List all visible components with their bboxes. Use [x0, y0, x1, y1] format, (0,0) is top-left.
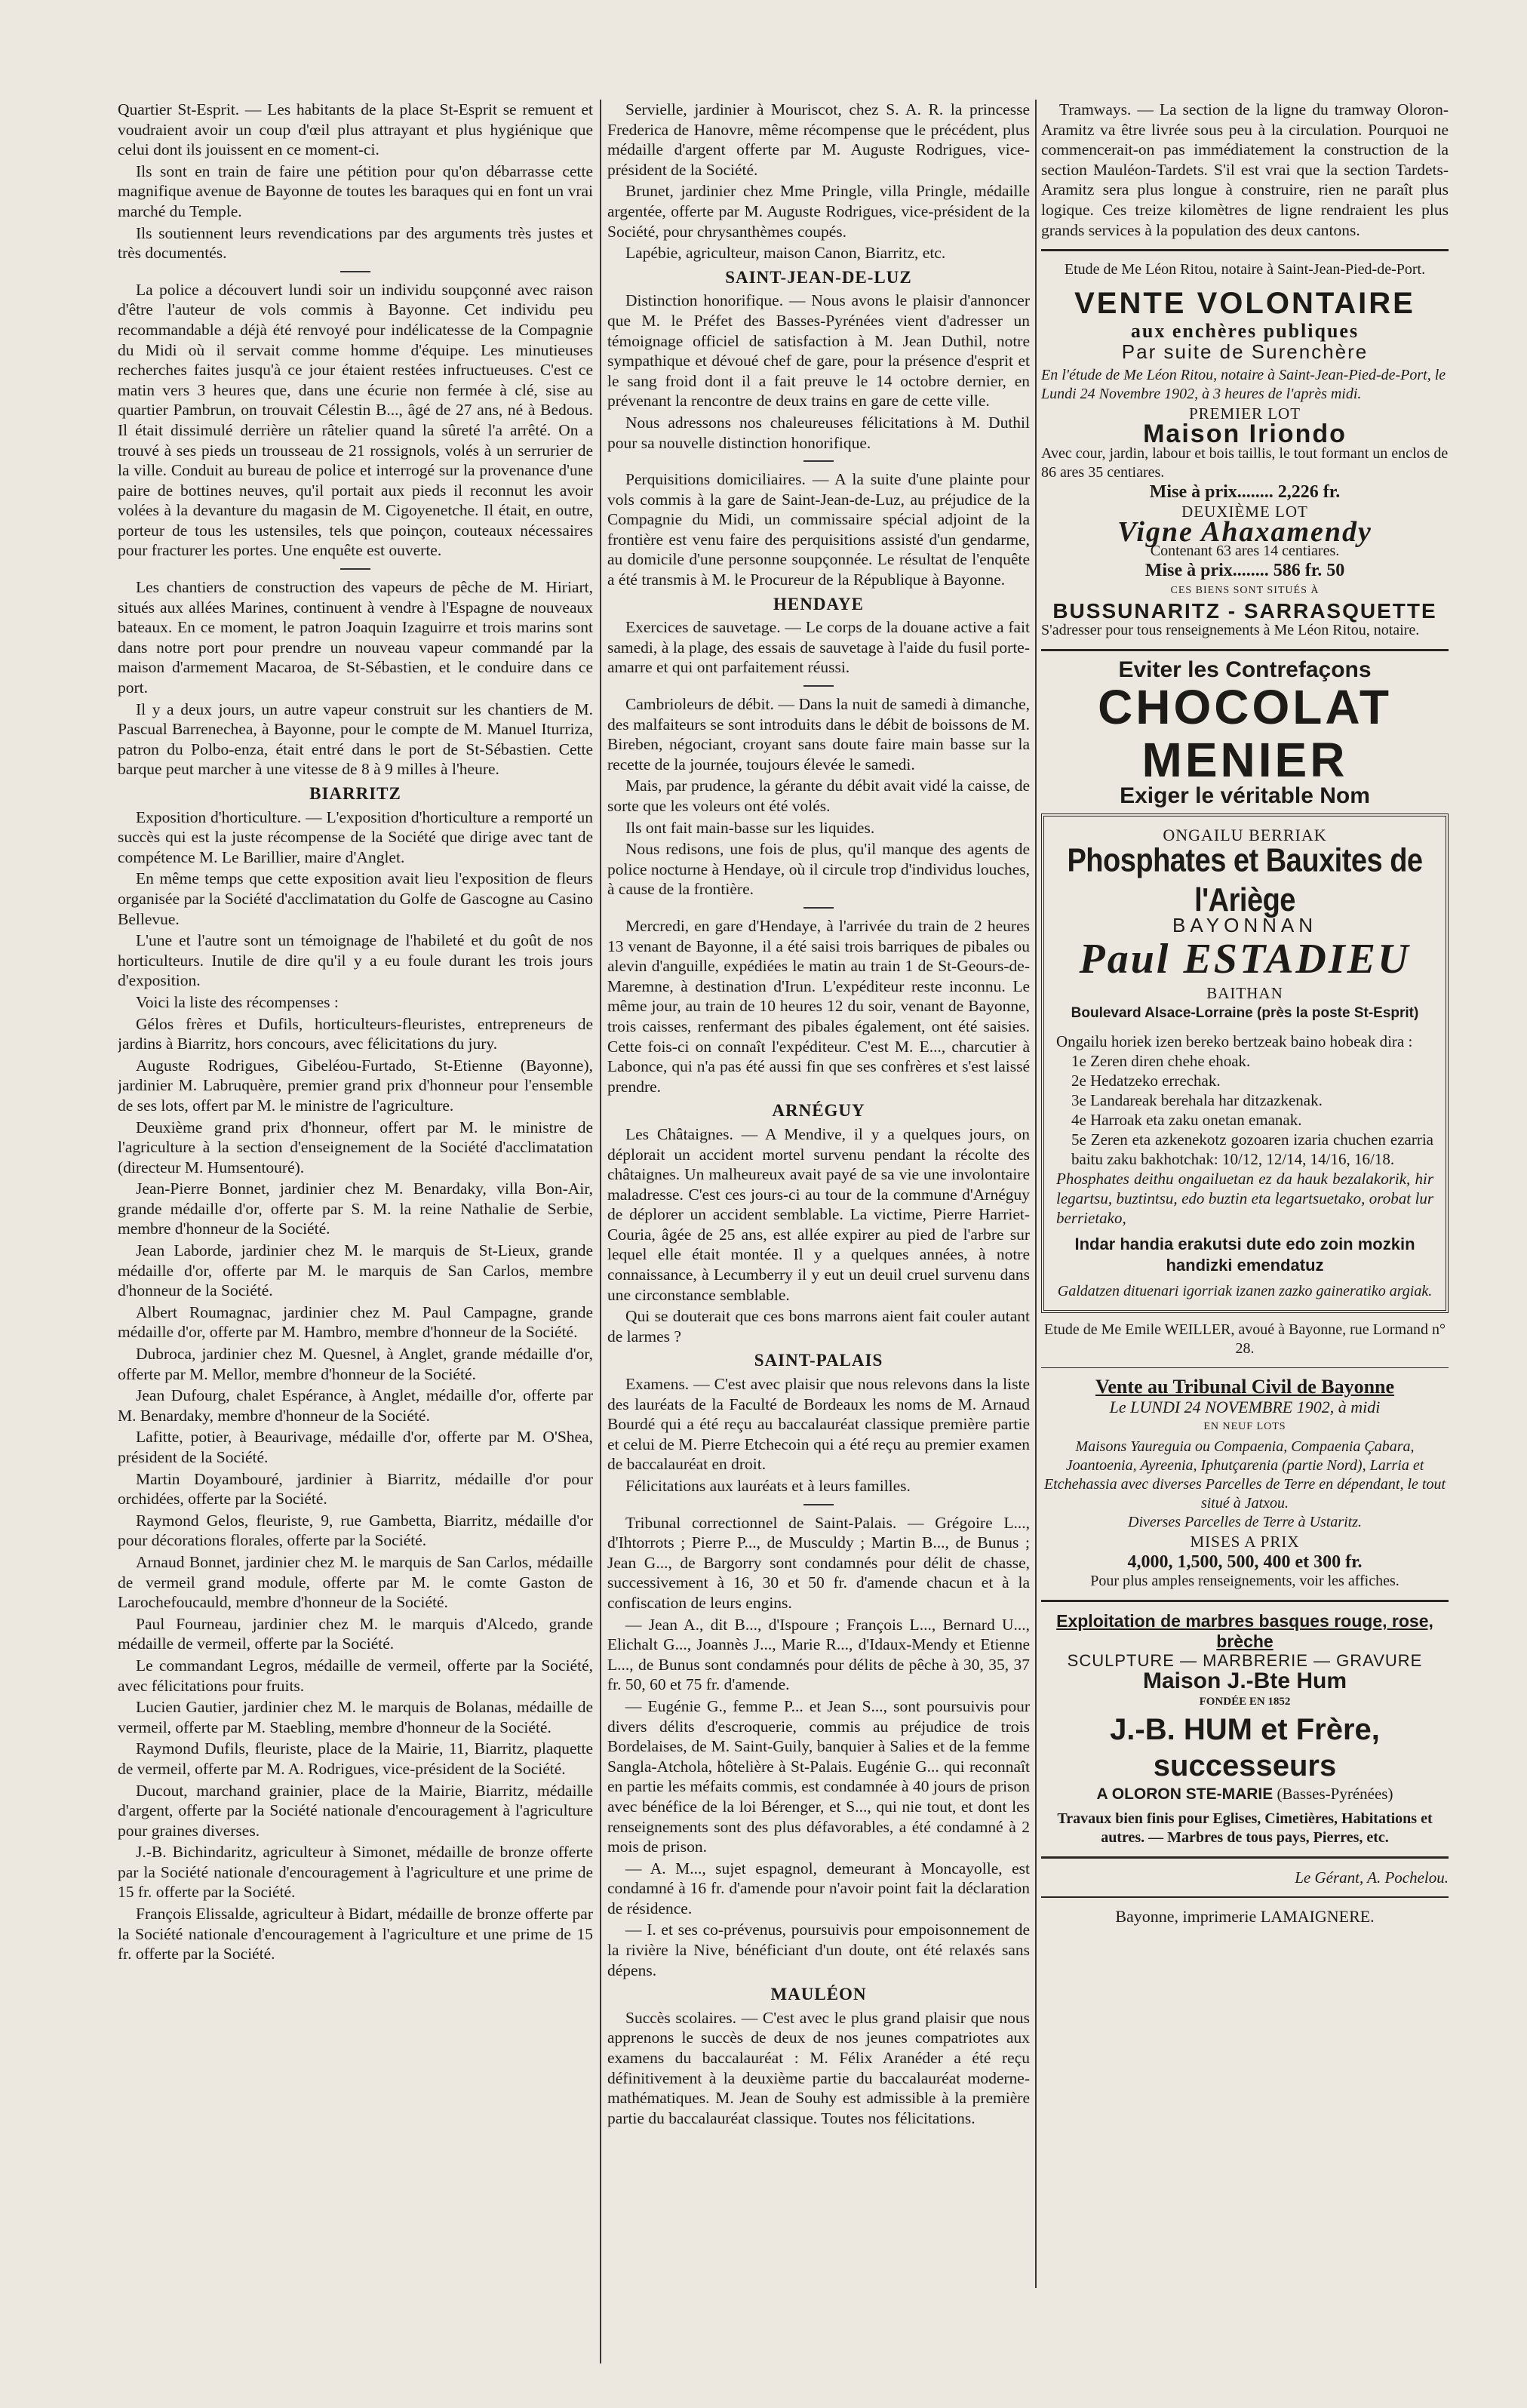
article-paragraph: Perquisitions domiciliaires. — A la suite d'une plainte pour vols commis à la gare de Saint-Jean-de-Luz, au préjudice de la Compagnie du Midi, un commissaire spécial adjoint de la frontière est venu faire des perquisitions assisté d'un gendarme, au domicile d'une personne soupçonnée. Le résultat de l'enquête a été transmis à M. le Procureur de la République à Bayonne. — [607, 470, 1030, 589]
ad-phos-baithan: BAITHAN — [1206, 984, 1283, 1003]
award-entry: Deuxième grand prix d'honneur, offert par M. le ministre de l'agriculture à la section d'enseignement de la Société d'acclimatation (directeur M. Humsentouré). — [118, 1118, 593, 1176]
ad-phos-galdatzen: Galdatzen dituenari igorriak izanen zazko gaineratiko argiak. — [1057, 1282, 1433, 1299]
ad-tribunal-contact: Pour plus amples renseignements, voir les affiches. — [1090, 1573, 1399, 1590]
ad-phos-address: Boulevard Alsace-Lorraine (près la poste St-Esprit) — [1071, 1005, 1419, 1022]
ad-maison-desc: Avec cour, jardin, labour et bois taillis, le tout formant un enclos de 86 ares 35 centiares. — [1041, 444, 1449, 481]
ad-hum-fondee: FONDÉE EN 1852 — [1199, 1695, 1291, 1708]
article-paragraph: Ils ont fait main-basse sur les liquides. — [625, 818, 875, 837]
section-heading-biarritz: BIARRITZ — [309, 784, 401, 803]
ad-phos-bayonnan: BAYONNAN — [1172, 913, 1317, 936]
article-paragraph: Ils sont en train de faire une pétition pour qu'on débarrasse cette magnifique avenue de Bayonne de toutes les baraques qui en font un vrai marché du Temple. — [118, 161, 593, 220]
award-entry: Raymond Dufils, fleuriste, place de la Mairie, 11, Biarritz, plaquette de vermeil, offerte par M. A. Rodrigues, vice-président de la Société. — [118, 1739, 593, 1778]
ad-vente-tribunal — [1041, 1321, 1449, 1591]
award-entry: Martin Doyambouré, jardinier à Biarritz, médaille d'or pour orchidées, offerte par la Société. — [118, 1469, 593, 1508]
article-paragraph: Mercredi, en gare d'Hendaye, à l'arrivée du train de 2 heures 13 venant de Bayonne, il a été saisi trois barriques de pibales ou alevin d'anguille, expédiées le matin au train 1 de St-Geours-de-Maremne, à destination d'Irun. L'expéditeur reste inconnu. Le même jour, au train de 10 heures 12 du soir, venant de Bayonne, trois caisses, renfermant des pibales également, ont été saisies. Cette fois-ci on connaît l'expéditeur. C'est M. E..., charcutier à Labonce, qui n'a pas été aussi fin que ses confrères et s'est laissé prendre. — [607, 916, 1030, 1096]
column-rule — [600, 100, 601, 2363]
award-entry: Lapébie, agriculteur, maison Canon, Biarritz, etc. — [625, 244, 946, 263]
article-paragraph: Tramways. — La section de la ligne du tramway Oloron-Aramitz va être livrée sous peu à la circulation. Pourquoi ne commencerait-on pas immédiatement la construction de la section Mauléon-Tardets. S'il est vrai que la section Tardets-Aramitz sera plus longue à construire, rien ne paraît plus logique. Ces treize kilomètres de ligne rendraient les plus grands services à la population des deux cantons. — [1041, 100, 1449, 239]
ad-etude: Etude de Me Emile WEILLER, avoué à Bayonne, rue Lormand n° 28. — [1044, 1321, 1446, 1357]
ad-marbres-hum — [1041, 1611, 1449, 1847]
ad-etude: Etude de Me Léon Ritou, notaire à Saint-Jean-Pied-de-Port. — [1064, 261, 1426, 278]
ad-hum-successeurs: J.-B. HUM et Frère, successeurs — [1110, 1713, 1380, 1783]
section-heading-arneguy: ARNÉGUY — [772, 1101, 865, 1121]
award-entry: Jean Laborde, jardinier chez M. le marquis de St-Lieux, grande médaille d'or, offerte par M. le marquis de San Carlos, membre d'honneur de la Société. — [118, 1241, 593, 1300]
article-paragraph: Quartier St-Esprit. — Les habitants de la place St-Esprit se remuent et voudraient avoir un coup d'œil plus attrayant et plus hygiénique que celui dont ils jouissent en ce moment-ci. — [118, 100, 593, 159]
article-paragraph: Mais, par prudence, la gérante du débit avait vidé la caisse, de sorte que les voleurs ont été volés. — [607, 777, 1030, 815]
article-paragraph: En même temps que cette exposition avait lieu l'exposition de fleurs organisée par la Société d'acclimatation du Golfe de Gascogne au Casino Bellevue. — [118, 869, 593, 928]
ad-phos-item-2: 2e Hedatzeko errechak. — [1071, 1071, 1221, 1090]
article-paragraph: — Eugénie G., femme P... et Jean S..., sont poursuivis pour divers délits d'escroquerie, commis au préjudice de trois Bordelaises, de M. Saint-Guily, banquier à Salies et de la femme Sangla-Atchola, hôtelière à St-Palais. Eugénie G... qui reconnaît en partie les méfaits commis, est condamnée à 40 jours de prison avec bénéfice de la loi Bérenger, et S..., qui nie tout, et dont les renseignements sont des plus défavorables, a été condamné à 2 mois de prison. — [607, 1696, 1030, 1856]
section-heading-saint-palais: SAINT-PALAIS — [754, 1351, 883, 1370]
award-entry: Ducout, marchand grainier, place de la Mairie, Biarritz, médaille d'argent, offerte par la Société nationale d'encouragement à l'agriculture pour graines diverses. — [118, 1781, 593, 1840]
separator — [803, 907, 834, 909]
ad-choc-bottom: Exiger le véritable Nom — [1120, 783, 1370, 808]
ad-tribunal-title: Vente au Tribunal Civil de Bayonne — [1095, 1376, 1395, 1398]
section-heading-mauleon: MAULÉON — [770, 1985, 867, 2004]
column-left — [118, 100, 593, 2363]
ad-contact: S'adresser pour tous renseignements à Me Léon Ritou, notaire. — [1041, 622, 1420, 639]
ad-phosphates — [1041, 813, 1449, 1312]
ad-hum-trades: SCULPTURE — MARBRERIE — GRAVURE — [1067, 1651, 1423, 1671]
article-paragraph: — A. M..., sujet espagnol, demeurant à Moncayolle, est condamné à 16 fr. d'amende pour n'avoir point fait la déclaration de résidence. — [607, 1859, 1030, 1917]
ad-phos-top: ONGAILU BERRIAK — [1163, 826, 1327, 845]
article-paragraph: Distinction honorifique. — Nous avons le plaisir d'annoncer que M. le Préfet des Basses-Pyrénées vient d'adresser un témoignage officiel de satisfaction à M. Jean Duthil, notre sympathique et dévoué chef de gare, pour la présence d'esprit et le sang froid dont il a fait preuve le 14 octobre dernier, en prévenant la rencontre de deux trains en gare de cette ville. — [607, 291, 1030, 411]
award-entry: Albert Roumagnac, jardinier chez M. Paul Campagne, grande médaille d'or, offerte par M. Hambro, membre d'honneur de la Société. — [118, 1302, 593, 1342]
ad-tribunal-prices: 4,000, 1,500, 500, 400 et 300 fr. — [1127, 1552, 1363, 1572]
ad-vigne-desc: Contenant 63 ares 14 centiares. — [1150, 543, 1340, 560]
award-entry: Lucien Gautier, jardinier chez M. le marquis de Bolanas, médaille de vermeil, offerte par M. Staebling, membre d'honneur de la Société. — [118, 1698, 593, 1736]
ad-subtitle-2: Par suite de Surenchère — [1121, 340, 1369, 363]
article-paragraph: Ils soutiennent leurs revendications par des arguments très justes et très documentés. — [118, 223, 593, 263]
article-paragraph: Félicitations aux lauréats et à leurs familles. — [625, 1477, 911, 1495]
award-entry: Lafitte, potier, à Beaurivage, médaille d'or, offerte par M. O'Shea, président de la Société. — [118, 1428, 593, 1466]
award-entry: Jean Dufourg, chalet Espérance, à Anglet, médaille d'or, offerte par M. Benardaky, membre d'honneur de la Société. — [118, 1386, 593, 1425]
article-paragraph: — Jean A., dit B..., d'Ispoure ; François L..., Bernard U..., Elichalt G..., Joannès J..., Marie R..., d'Idaux-Mendy et Etienne L..., de Bunus sont condamnés pour délits de pêche à 30, 35, 37 fr. 50, 60 et 75 fr. d'amende. — [607, 1615, 1030, 1694]
article-paragraph: L'une et l'autre sont un témoignage de l'habileté et du goût de nos horticulteurs. Inutile de dire qu'il y a eu foule durant les trois jours d'exposition. — [118, 931, 593, 990]
ad-hum-ville: A OLORON STE-MARIE — [1096, 1785, 1274, 1804]
article-paragraph: — I. et ses co-prévenus, poursuivis pour empoisonnement de la rivière la Nive, bénéficiant d'un doute, ont été relaxés sans dépens. — [607, 1921, 1030, 1979]
article-paragraph: Exposition d'horticulture. — L'exposition d'horticulture a remporté un succès qui est la juste récompense de la Société que dirige avec tant de compétence M. Le Barillier, maire d'Anglet. — [118, 807, 593, 866]
ad-hum-desc: Travaux bien finis pour Eglises, Cimetières, Habitations et autres. — Marbres de tous pays, Pierres, etc. — [1057, 1810, 1433, 1846]
ad-hum-maison: Maison J.-Bte Hum — [1142, 1668, 1347, 1693]
article-paragraph: Cambrioleurs de débit. — Dans la nuit de samedi à dimanche, des malfaiteurs se sont introduits dans le débit de boissons de M. Bireben, négociant, croyant sans doute faire main basse sur la recette de la journée, toujours élevée le samedi. — [607, 695, 1030, 773]
ad-chocolat-menier — [1041, 657, 1449, 808]
ad-choc-line1: CHOCOLAT — [1098, 679, 1392, 734]
ad-subtitle: aux enchères publiques — [1130, 320, 1360, 343]
rule — [1041, 1600, 1449, 1602]
ad-phos-item-5: 5e Zeren eta azkenekotz gozoaren izaria chuchen ezarria baitu zaku bakhotchak: 10/12, 12/14, 14/16, 16/18. — [1071, 1130, 1433, 1168]
ad-phos-intro: Ongailu horiek izen bereko bertzeak baino hobeak dira : — [1056, 1032, 1413, 1050]
article-paragraph: Examens. — C'est avec plaisir que nous relevons dans la liste des lauréats de la Faculté de Bordeaux les noms de M. Arnaud Bourdé qui a été reçu au baccalauréat classique première partie et celui de M. Pierre Etchecoin qui a été reçu au premier examen de baccalauréat en droit. — [607, 1375, 1030, 1474]
ad-phos-indar: Indar handia erakutsi dute edo zoin mozkin handizki emendatuz — [1074, 1234, 1415, 1275]
article-paragraph: Les chantiers de construction des vapeurs de pêche de M. Hiriart, situés aux allées Marines, continuent à vendre à l'Espagne de nouveaux bateaux. En ce moment, le patron Joaquin Izaguirre et trois marins sont dans notre port pour prendre un nouveau vapeur commandé par la maison d'armement Macaroa, de St-Sébastien, et le conduire dans ce port. — [118, 578, 593, 697]
ad-place: BUSSUNARITZ - SARRASQUETTE — [1052, 598, 1437, 623]
article-paragraph: Il y a deux jours, un autre vapeur construit sur les chantiers de M. Pascual Barrenechea, à Bayonne, pour le compte de M. Manuel Iturriza, patron du Polbo-enza, était entré dans le port de St-Sébastien. Cette barque peut marcher à une vitesse de 8 à 9 milles à l'heure. — [118, 700, 593, 779]
article-paragraph: Nous adressons nos chaleureuses félicitations à M. Duthil pour sa nouvelle distinction honorifique. — [607, 413, 1030, 452]
ad-title: VENTE VOLONTAIRE — [1074, 287, 1415, 321]
ad-phos-item-1: 1e Zeren diren chehe ehoak. — [1071, 1051, 1251, 1070]
award-entry: Dubroca, jardinier chez M. Quesnel, à Anglet, grande médaille d'or, offerte par M. Mellor, membre d'honneur de la Société. — [118, 1345, 593, 1383]
ad-tribunal-mises: MISES A PRIX — [1190, 1532, 1300, 1551]
rule — [1041, 1856, 1449, 1859]
ad-choc-top: Eviter les Contrefaçons — [1118, 657, 1372, 683]
ad-phos-text: Phosphates deithu ongailuetan ez da hauk bezalakorik, hir legartsu, buztintsu, edo buztin eta legartsuetako, orobat lur berrietako, — [1056, 1169, 1433, 1227]
column-middle — [607, 100, 1030, 2258]
award-entry: Paul Fourneau, jardinier chez M. le marquis d'Alcedo, grande médaille de vermeil, offerte par la Société. — [118, 1614, 593, 1653]
ad-choc-line2: MENIER — [1141, 732, 1348, 787]
article-paragraph: La police a découvert lundi soir un individu soupçonné avec raison d'être l'auteur de vols commis à Bayonne. Cet individu peu recommandable a déjà été renvoyé pour indélicatesse de la Compagnie du Midi où il servait comme homme d'équipe. Les minutieuses recherches faites jusqu'à ce jour étaient restées infructueuses. C'est ce matin vers 3 heures que, dans une écurie non fermée à clé, sise au quartier Pambrun, on trouvait Célestin B..., âgé de 27 ans, né à Bedous. Il était dissimulé derrière un râtelier quand la sûreté l'a arrêté. On a trouvé à ses pieds un trousseau de 21 rossignols, volés à un serrurier de la ville. Conduit au bureau de police et interrogé sur la provenance d'une paire de bottines neuves, qu'il portait aux pieds il reconnut les avoir volées à la devanture du magasin de M. Cigoyenetche. Il était, en outre, porteur de tous les ustensiles, tels que poinçon, couteaux nécessaires pour fracturer les portes. Une enquête est ouverte. — [118, 280, 593, 560]
ad-tribunal-lots: EN NEUF LOTS — [1203, 1421, 1286, 1433]
article-paragraph: Succès scolaires. — C'est avec le plus grand plaisir que nous apprenons le succès de deux de nos jeunes compatriotes aux examens du baccalauréat : M. Félix Aranéder a été reçu définitivement à la deuxième partie du baccalauréat moderne-mathématiques. M. Jean de Souhy est admissible à la première partie du baccalauréat classique. Toutes nos félicitations. — [607, 2008, 1030, 2127]
separator — [803, 1504, 834, 1505]
separator — [340, 271, 370, 272]
ad-lot-1: PREMIER LOT — [1188, 404, 1301, 423]
ad-price-1: Mise à prix........ 2,226 fr. — [1149, 481, 1341, 502]
award-entry: François Elissalde, agriculteur à Bidart, médaille de bronze offerte par la Société nationale d'encouragement à l'agriculture et une prime de 15 fr. offerte par la Société. — [118, 1905, 593, 1964]
award-entry: Auguste Rodrigues, Gibeléou-Furtado, St-Etienne (Bayonne), jardinier M. Labruquère, premier grand prix d'honneur pour l'ensemble de ses lots, offert par M. le ministre de l'agriculture. — [118, 1056, 593, 1115]
award-entry: Arnaud Bonnet, jardinier chez M. le marquis de San Carlos, médaille de vermeil grand module, offerte par M. le comte Gaston de Larochefoucauld, membre d'honneur de la Société. — [118, 1552, 593, 1612]
award-entry: Jean-Pierre Bonnet, jardinier chez M. Benardaky, villa Bon-Air, grande médaille d'or, offerte par S. M. la reine Nathalie de Serbie, membre d'honneur de la Société. — [118, 1179, 593, 1238]
ad-vente-volontaire — [1041, 260, 1449, 640]
ad-tribunal-desc-2: Diverses Parcelles de Terre à Ustaritz. — [1128, 1513, 1362, 1530]
imprimerie: Bayonne, imprimerie LAMAIGNERE. — [1115, 1906, 1375, 1926]
ad-phos-item-3: 3e Landareak berehala har ditzazkenak. — [1071, 1090, 1323, 1109]
award-entry: Gélos frères et Dufils, horticulteurs-fleuristes, entrepreneurs de jardins à Biarritz, hors concours, avec félicitations du jury. — [118, 1014, 593, 1053]
ad-vigne: Vigne Ahaxamendy — [1117, 515, 1372, 548]
award-entry: J.-B. Bichindaritz, agriculteur à Simonet, médaille de bronze offerte par la Société nationale d'encouragement à l'agriculture et une prime de 15 fr. offerte par la Société. — [118, 1843, 593, 1902]
article-paragraph: Tribunal correctionnel de Saint-Palais. — Grégoire L..., d'Ihtorrots ; Pierre P..., de Musculdy ; Martin B..., de Bunus ; Jean G..., de Bargorry sont condamnés pour délit de chasse, successivement à 16, 30 et 50 fr. d'amende chacun et à la confiscation de leurs engins. — [607, 1513, 1030, 1612]
ad-tribunal-date: Le LUNDI 24 NOVEMBRE 1902, à midi — [1109, 1397, 1381, 1416]
article-paragraph: Nous redisons, une fois de plus, qu'il manque des agents de police nocturne à Hendaye, où il circule trop d'individus louches, à cause de la frontière. — [607, 840, 1030, 899]
rule — [1041, 249, 1449, 251]
ad-where: En l'étude de Me Léon Ritou, notaire à Saint-Jean-Pied-de-Port, le Lundi 24 Novembre 1902, à 3 heures de l'après midi. — [1041, 367, 1446, 403]
article-paragraph: Exercices de sauvetage. — Le corps de la douane active a fait samedi, à la plage, des essais de sauvetage à l'aide du fusil porte-amarre et qui ont parfaitement réussi. — [607, 618, 1030, 677]
gerant: Le Gérant, A. Pochelou. — [1295, 1868, 1449, 1887]
separator — [803, 685, 834, 687]
ad-hum-title: Exploitation de marbres basques rouge, rose, brèche — [1056, 1611, 1433, 1651]
rule — [1041, 649, 1449, 651]
ad-phos-item-4: 4e Harroak eta zaku onetan emanak. — [1071, 1110, 1302, 1129]
award-entry: Raymond Gelos, fleuriste, 9, rue Gambetta, Biarritz, médaille d'or pour décorations florales, offerte par la Société. — [118, 1511, 593, 1550]
article-paragraph: Qui se douterait que ces bons marrons aient fait couler autant de larmes ? — [607, 1307, 1030, 1345]
section-heading-saint-jean-de-luz: SAINT-JEAN-DE-LUZ — [725, 267, 912, 287]
award-entry: Le commandant Legros, médaille de vermeil, offerte par la Société, avec félicitations pour fruits. — [118, 1656, 593, 1695]
separator — [803, 460, 834, 462]
rule — [1041, 1896, 1449, 1898]
award-entry: Servielle, jardinier à Mouriscot, chez S. A. R. la princesse Frederica de Hanovre, même récompense que le précédent, plus médaille d'argent offerte par M. Auguste Rodrigues, vice-président de la Société. — [607, 100, 1030, 179]
rule — [1041, 1367, 1449, 1369]
section-heading-hendaye: HENDAYE — [773, 594, 864, 614]
award-entry: Brunet, jardinier chez Mme Pringle, villa Pringle, médaille argentée, offerte par M. Auguste Rodrigues, vice-président de la Société, pour chrysanthèmes coupés. — [607, 182, 1030, 241]
ad-lot-2: DEUXIÈME LOT — [1181, 503, 1308, 521]
ad-maison-iriondo: Maison Iriondo — [1143, 419, 1347, 448]
separator — [340, 568, 370, 570]
ad-situes: CES BIENS SONT SITUÉS À — [1170, 584, 1320, 596]
ad-tribunal-desc: Maisons Yaureguia ou Compaenia, Compaenia Çabara, Joantoenia, Ayreenia, Iphutçarenia (partie Nord), Larria et Etchehassia avec diverses Parcelles de Terre en dépendant, le tout situé à Jatxou. — [1043, 1438, 1446, 1512]
ad-price-2: Mise à prix........ 586 fr. 50 — [1144, 561, 1345, 581]
article-paragraph: Les Châtaignes. — A Mendive, il y a quelques jours, on déplorait un accident mortel survenu pendant la récolte des châtaignes. Un malheureux avait payé de sa vie une involontaire maladresse. C'est ces jours-ci au tour de la commune d'Arnéguy de déplorer un accident semblable. La victime, Pierre Harriet-Couria, âgée de 25 ans, est allée expirer au pied de l'arbre sur lequel elle était montée. Il y a quelques années, à notre connaissance, à Lecumberry il y eut un deuil cruel survenu dans une circonstance semblable. — [607, 1124, 1030, 1304]
article-paragraph: Voici la liste des récompenses : — [136, 992, 339, 1011]
ad-hum-dept: (Basses-Pyrénées) — [1277, 1785, 1393, 1804]
ad-phos-title: Phosphates et Bauxites de l'Ariège — [1067, 842, 1423, 919]
column-right — [1041, 100, 1449, 2303]
column-rule — [1035, 100, 1037, 2288]
ad-phos-name: Paul ESTADIEU — [1079, 936, 1411, 983]
